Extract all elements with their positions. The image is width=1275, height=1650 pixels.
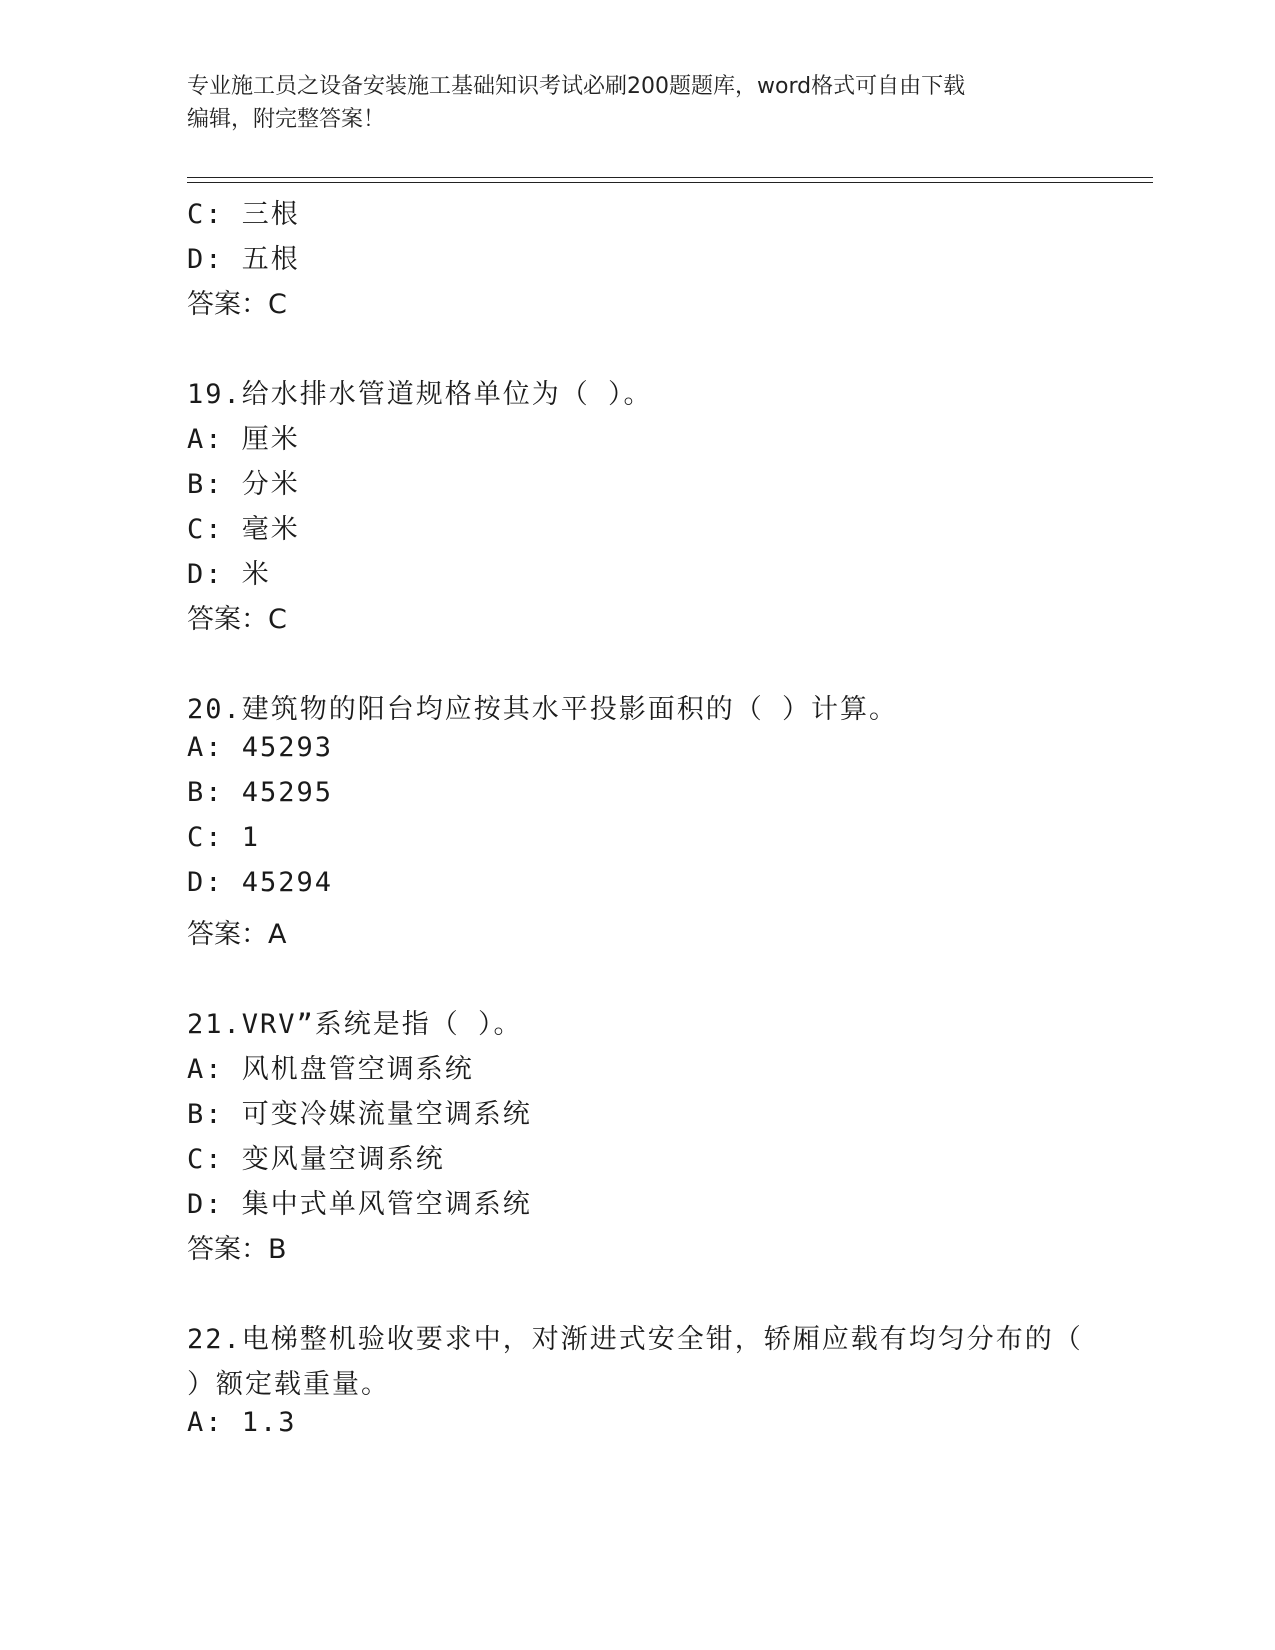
q20-option-a: A: 45293: [187, 732, 334, 763]
q21-answer: 答案：B: [187, 1234, 287, 1265]
q20-option-c: C: 1: [187, 822, 261, 853]
document-header: [187, 70, 1087, 136]
q22-question-line-1: 22.电梯整机验收要求中，对渐进式安全钳，轿厢应载有均匀分布的（: [187, 1324, 1083, 1355]
header-divider-top: [187, 177, 1153, 178]
q20-option-b: B: 45295: [187, 777, 334, 808]
q20-answer: 答案：A: [187, 919, 287, 950]
q20-option-d: D: 45294: [187, 867, 334, 898]
q19-option-c: C: 毫米: [187, 514, 300, 545]
q19-option-d: D: 米: [187, 559, 271, 590]
q22-option-a: A: 1.3: [187, 1407, 297, 1438]
q21-option-d: D: 集中式单风管空调系统: [187, 1189, 532, 1220]
q19-option-b: B: 分米: [187, 469, 300, 500]
q19-answer: 答案：C: [187, 604, 287, 635]
q18-option-d: D: 五根: [187, 244, 300, 275]
header-line-1: 专业施工员之设备安装施工基础知识考试必刷200题题库，word格式可自由下载: [187, 74, 966, 99]
q21-option-a: A: 风机盘管空调系统: [187, 1054, 474, 1085]
q22-question-line-2: ）额定载重量。: [187, 1369, 390, 1400]
q20-question: 20.建筑物的阳台均应按其水平投影面积的（ ）计算。: [187, 694, 899, 725]
q21-option-b: B: 可变冷媒流量空调系统: [187, 1099, 532, 1130]
q21-option-c: C: 变风量空调系统: [187, 1144, 445, 1175]
q19-option-a: A: 厘米: [187, 424, 300, 455]
q18-answer: 答案：C: [187, 289, 287, 320]
header-divider-bottom: [187, 182, 1153, 183]
header-line-2: 编辑，附完整答案！: [187, 107, 386, 132]
q19-question: 19.给水排水管道规格单位为（ ）。: [187, 379, 653, 410]
q18-option-c: C: 三根: [187, 199, 300, 230]
q21-question: 21.VRV”系统是指（ ）。: [187, 1009, 523, 1040]
